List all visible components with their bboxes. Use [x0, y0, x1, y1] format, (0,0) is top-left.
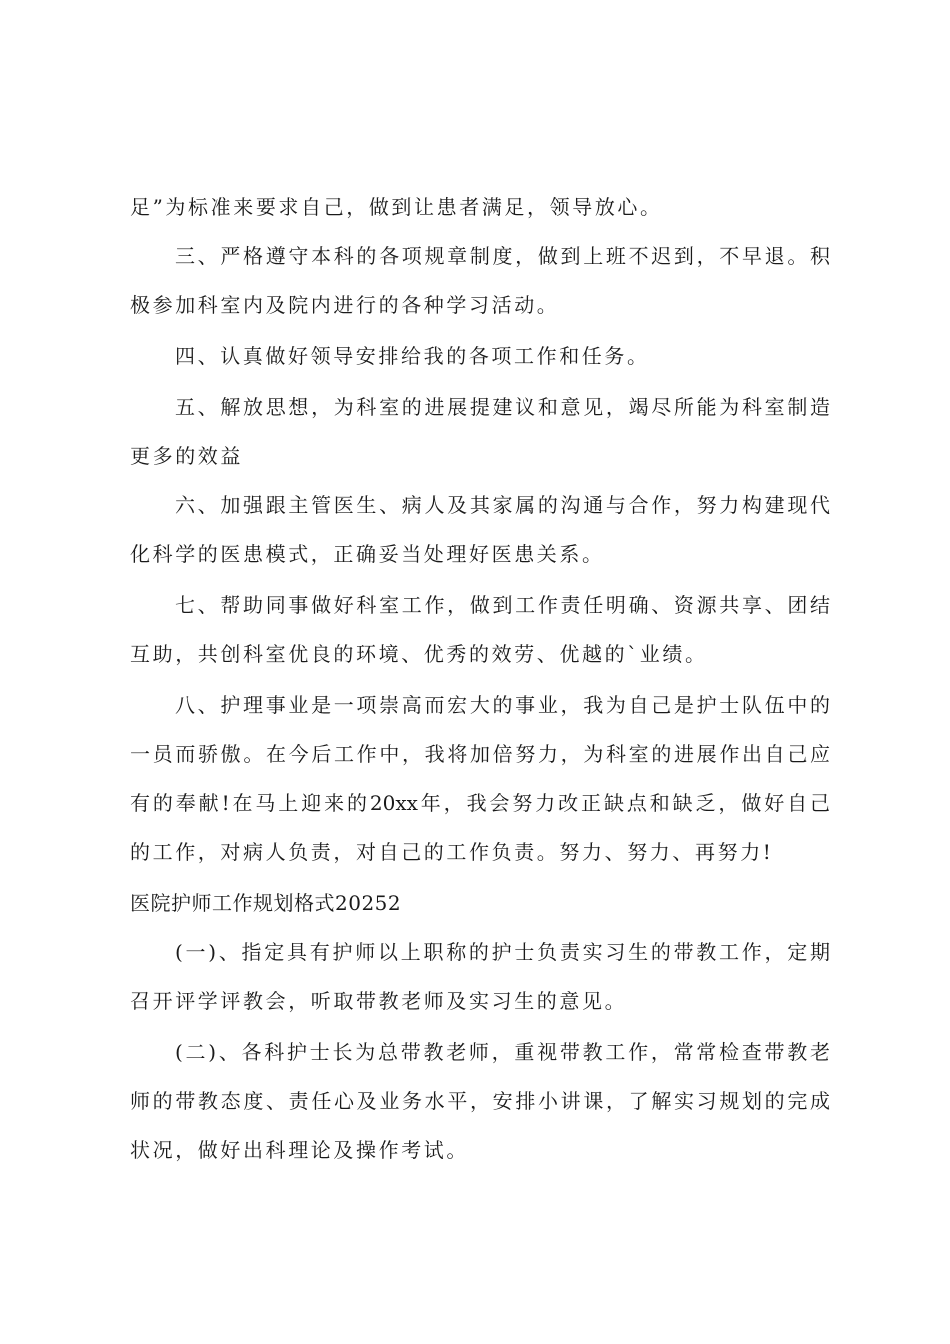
text-line: 更多的效益	[130, 444, 243, 468]
text-line: (二)、各科护士长为总带教老师，重视带教工作，常常检查带教老	[175, 1040, 830, 1064]
text-line: 召开评学评教会，听取带教老师及实习生的意见。	[130, 989, 628, 1013]
text-line: 三、严格遵守本科的各项规章制度，做到上班不迟到，不早退。积	[175, 244, 830, 268]
text-line: 五、解放思想，为科室的进展提建议和意见，竭尽所能为科室制造	[175, 395, 830, 419]
text-line: (一)、指定具有护师以上职称的护士负责实习生的带教工作，定期	[175, 940, 830, 964]
text-line: 八、护理事业是一项崇高而宏大的事业，我为自己是护士队伍中的	[175, 693, 830, 717]
text-line: 一员而骄傲。在今后工作中，我将加倍努力，为科室的进展作出自己应	[130, 742, 830, 766]
text-line: 四、认真做好领导安排给我的各项工作和任务。	[175, 344, 650, 368]
text-line: 的工作，对病人负责，对自己的工作负责。努力、努力、再努力!	[130, 840, 774, 864]
text-line: 七、帮助同事做好科室工作，做到工作责任明确、资源共享、团结	[175, 593, 830, 617]
text-line: 六、加强跟主管医生、病人及其家属的沟通与合作，努力构建现代	[175, 493, 830, 517]
text-line: 极参加科室内及院内进行的各种学习活动。	[130, 293, 560, 317]
text-line: 足”为标准来要求自己，做到让患者满足，领导放心。	[130, 195, 663, 219]
section-heading: 医院护师工作规划格式20252	[130, 891, 402, 915]
text-line: 化科学的医患模式，正确妥当处理好医患关系。	[130, 542, 605, 566]
text-line: 互助，共创科室优良的环境、优秀的效劳、优越的`业绩。	[130, 642, 708, 666]
text-line: 师的带教态度、责任心及业务水平，安排小讲课，了解实习规划的完成	[130, 1089, 830, 1113]
text-line: 有的奉献!在马上迎来的20xx年，我会努力改正缺点和缺乏，做好自己	[130, 791, 830, 815]
text-line: 状况，做好出科理论及操作考试。	[130, 1138, 469, 1162]
